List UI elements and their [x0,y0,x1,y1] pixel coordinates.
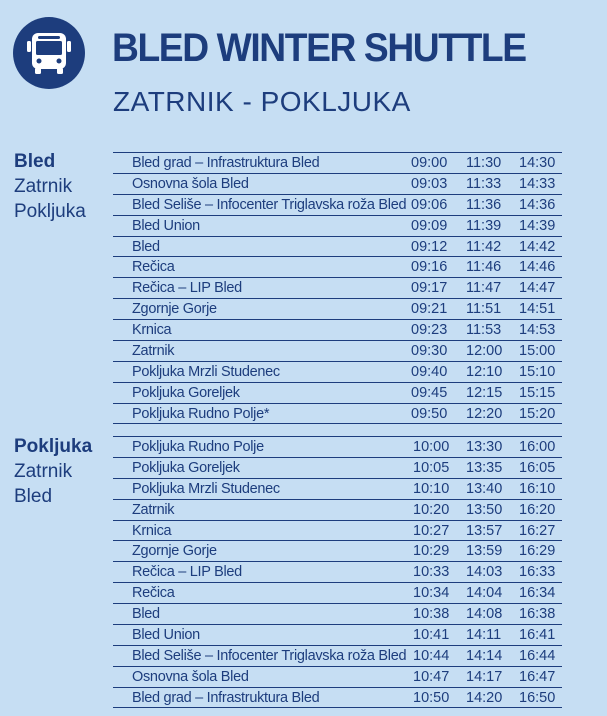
departure-time: 13:40 [466,480,503,497]
departure-time: 16:41 [519,627,556,644]
table-row [113,298,562,319]
departure-time: 15:00 [519,343,556,360]
table-row [113,236,562,257]
departure-time: 12:20 [466,405,503,422]
departure-time: 16:47 [519,668,556,685]
departure-time: 10:29 [413,543,450,560]
table-row [113,561,562,582]
table-row [113,256,562,277]
departure-time: 13:30 [466,439,503,455]
departure-time: 10:10 [413,480,450,497]
stop-name: Pokljuka Rudno Polje* [132,405,270,422]
departure-time: 11:47 [466,280,502,297]
stop-name: Bled [132,606,160,623]
departure-time: 16:38 [519,606,556,623]
table-row [113,361,562,382]
departure-time: 10:33 [413,564,450,581]
departure-time: 13:57 [466,522,503,539]
departure-time: 09:09 [411,217,448,234]
departure-time: 16:27 [519,522,556,539]
stop-name: Zatrnik [132,501,175,518]
direction-label-inbound [14,434,92,509]
direction-label-outbound [14,149,86,224]
table-row [113,478,562,499]
bus-logo [13,17,85,89]
table-row [113,624,562,645]
departure-time: 11:39 [466,217,502,234]
stop-name: Pokljuka Rudno Polje [132,439,264,455]
departure-time: 11:51 [466,301,502,318]
table-row [113,340,562,361]
table-row [113,319,562,340]
table-row [113,499,562,520]
departure-time: 13:35 [466,459,503,476]
departure-time: 12:00 [466,343,503,360]
departure-time: 16:34 [519,585,556,602]
stop-name: Bled Union [132,627,200,644]
stop-name: Bled grad – Infrastruktura Bled [132,689,320,706]
departure-time: 16:10 [519,480,556,497]
departure-time: 14:39 [519,217,556,234]
stop-name: Rečica [132,585,175,602]
departure-time: 10:47 [413,668,450,685]
departure-time: 14:30 [519,155,556,171]
stop-name: Pokljuka Mrzli Studenec [132,480,280,497]
stop-name: Bled Union [132,217,200,234]
departure-time: 12:15 [466,384,503,401]
table-row [113,277,562,298]
table-row [113,382,562,403]
departure-time: 11:36 [466,196,502,213]
direction-to: Pokljuka [14,201,86,222]
departure-time: 09:03 [411,175,448,192]
table-row [113,645,562,666]
departure-time: 14:51 [519,301,556,318]
departure-time: 15:15 [519,384,556,401]
departure-time: 16:33 [519,564,556,581]
departure-time: 16:00 [519,439,556,455]
direction-from: Pokljuka [14,436,93,457]
departure-time: 09:50 [411,405,448,422]
departure-time: 14:42 [519,238,556,255]
stop-name: Pokljuka Goreljek [132,459,240,476]
direction-via: Zatrnik [14,461,73,482]
departure-time: 14:53 [519,322,556,339]
departure-time: 14:20 [466,689,503,706]
departure-time: 15:20 [519,405,556,422]
direction-to: Bled [14,486,53,507]
departure-time: 09:00 [411,155,448,171]
departure-time: 10:20 [413,501,450,518]
stop-name: Osnovna šola Bled [132,668,249,685]
departure-time: 10:00 [413,439,450,455]
table-row [113,687,562,708]
departure-time: 09:23 [411,322,448,339]
stop-name: Zgornje Gorje [132,301,217,318]
departure-time: 10:38 [413,606,450,623]
direction-via: Zatrnik [14,176,73,197]
departure-time: 09:12 [411,238,448,255]
table-row [113,582,562,603]
stop-name: Bled Seliše – Infocenter Triglavska roža Bled [132,647,407,664]
departure-time: 16:50 [519,689,556,706]
departure-time: 14:36 [519,196,556,213]
departure-time: 14:03 [466,564,503,581]
departure-time: 09:45 [411,384,448,401]
departure-time: 10:50 [413,689,450,706]
departure-time: 11:53 [466,322,502,339]
stop-name: Zatrnik [132,343,175,360]
departure-time: 14:17 [466,668,503,685]
departure-time: 11:46 [466,259,502,276]
departure-time: 16:20 [519,501,556,518]
departure-time: 11:42 [466,238,502,255]
departure-time: 16:44 [519,647,556,664]
departure-time: 14:47 [519,280,556,297]
departure-time: 12:10 [466,363,503,380]
table-row [113,152,562,173]
stop-name: Bled Seliše – Infocenter Triglavska roža Bled [132,196,407,213]
stop-name: Pokljuka Goreljek [132,384,240,401]
departure-time: 09:06 [411,196,448,213]
departure-time: 11:33 [466,175,502,192]
timetable-inbound [113,436,562,708]
departure-time: 11:30 [466,155,502,171]
departure-time: 09:17 [411,280,448,297]
table-row [113,194,562,215]
stop-name: Rečica – LIP Bled [132,280,242,297]
stop-name: Bled [132,238,160,255]
departure-time: 13:59 [466,543,503,560]
stop-name: Bled grad – Infrastruktura Bled [132,155,320,171]
stop-name: Zgornje Gorje [132,543,217,560]
bus-icon [13,17,85,89]
stop-name: Osnovna šola Bled [132,175,249,192]
table-row [113,540,562,561]
table-row [113,403,562,424]
stop-name: Rečica – LIP Bled [132,564,242,581]
departure-time: 10:34 [413,585,450,602]
direction-from: Bled [14,151,56,172]
table-row [113,436,562,457]
table-row [113,520,562,541]
departure-time: 10:44 [413,647,450,664]
stop-name: Krnica [132,322,172,339]
stop-name: Pokljuka Mrzli Studenec [132,363,280,380]
departure-time: 09:40 [411,363,448,380]
table-row [113,603,562,624]
departure-time: 09:30 [411,343,448,360]
departure-time: 16:29 [519,543,556,560]
departure-time: 14:33 [519,175,556,192]
table-row [113,173,562,194]
departure-time: 14:11 [466,627,502,644]
departure-time: 15:10 [519,363,556,380]
table-row [113,457,562,478]
departure-time: 14:46 [519,259,556,276]
departure-time: 09:16 [411,259,448,276]
departure-time: 14:14 [466,647,503,664]
stop-name: Rečica [132,259,175,276]
departure-time: 14:08 [466,606,503,623]
timetable-outbound [113,152,562,424]
departure-time: 16:05 [519,459,556,476]
departure-time: 10:27 [413,522,450,539]
table-row [113,666,562,687]
route-subtitle: ZATRNIK - POKLJUKA [113,86,411,117]
page-title: BLED WINTER SHUTTLE [112,26,526,70]
stop-name: Krnica [132,522,172,539]
departure-time: 13:50 [466,501,503,518]
departure-time: 09:21 [411,301,448,318]
table-row [113,215,562,236]
departure-time: 14:04 [466,585,503,602]
departure-time: 10:05 [413,459,450,476]
departure-time: 10:41 [413,627,450,644]
